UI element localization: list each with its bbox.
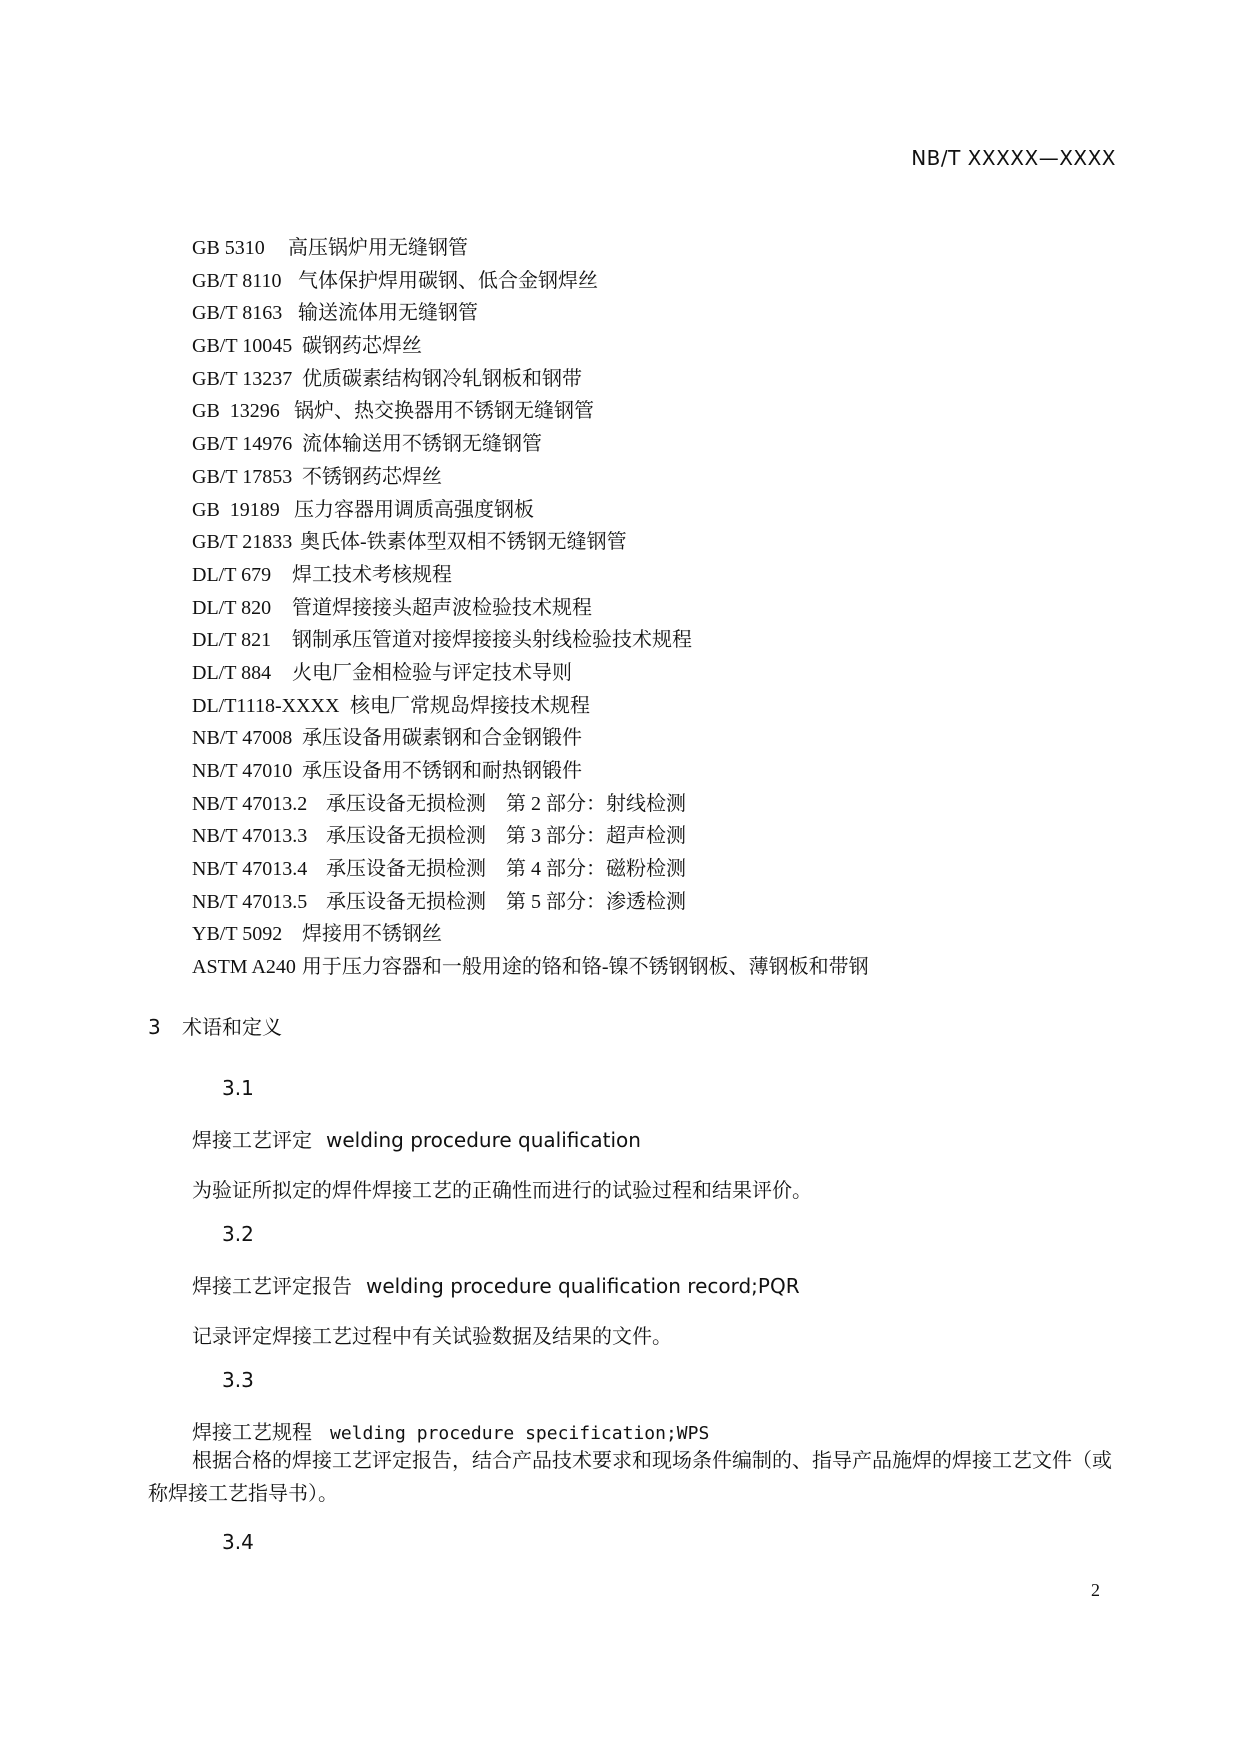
term-title-cn: 焊接工艺规程 <box>192 1420 312 1444</box>
reference-title: 焊接用不锈钢丝 <box>302 923 442 946</box>
reference-code: NB/T 47013.3 <box>192 825 308 848</box>
term-definition: 为验证所拟定的焊件焊接工艺的正确性而进行的试验过程和结果评价。 <box>192 1180 812 1202</box>
reference-code: DL/T 821 <box>192 629 272 652</box>
reference-title: 火电厂金相检验与评定技术导则 <box>292 661 572 684</box>
reference-item <box>192 297 869 330</box>
reference-item <box>192 461 869 494</box>
reference-code: NB/T 47010 <box>192 760 293 782</box>
term-title-en: welding procedure qualification <box>326 1128 641 1152</box>
reference-item <box>192 494 869 527</box>
reference-code: GB 13296 <box>192 400 280 423</box>
reference-item <box>192 330 869 363</box>
term-definition: 根据合格的焊接工艺评定报告，结合产品技术要求和现场条件编制的、指导产品施焊的焊接工艺文件（或称焊接工艺指导书）。 <box>148 1450 1112 1505</box>
reference-code: GB/T 10045 <box>192 335 293 358</box>
reference-item <box>192 657 869 690</box>
reference-item <box>192 690 869 723</box>
reference-code: GB 19189 <box>192 498 280 521</box>
reference-title: 承压设备无损检测 第 5 部分：渗透检测 <box>326 890 686 913</box>
reference-title: 压力容器用调质高强度钢板 <box>294 498 534 521</box>
reference-title: 焊工技术考核规程 <box>292 563 452 586</box>
reference-title: 奥氏体-铁素体型双相不锈钢无缝钢管 <box>300 531 627 554</box>
section-number: 3 <box>148 1015 161 1039</box>
reference-code: NB/T 47013.5 <box>192 890 308 913</box>
reference-title: 用于压力容器和一般用途的铬和铬-镍不锈钢钢板、薄钢板和带钢 <box>301 956 869 979</box>
reference-title: 承压设备无损检测 第 3 部分：超声检测 <box>326 825 686 848</box>
reference-code: NB/T 47013.4 <box>192 858 308 881</box>
reference-title: 承压设备无损检测 第 2 部分：射线检测 <box>326 792 686 815</box>
normative-references-list <box>192 232 869 984</box>
reference-code: DL/T1118-XXXX <box>192 694 340 717</box>
reference-item <box>192 918 869 951</box>
term-definition: 记录评定焊接工艺过程中有关试验数据及结果的文件。 <box>192 1326 672 1348</box>
reference-item <box>192 886 869 919</box>
reference-code: NB/T 47013.2 <box>192 792 308 815</box>
reference-title: 输送流体用无缝钢管 <box>298 302 478 325</box>
term-title <box>192 1270 800 1299</box>
reference-title: 承压设备用碳素钢和合金钢锻件 <box>302 727 582 750</box>
term-number: 3.3 <box>222 1368 254 1392</box>
reference-code: GB/T 14976 <box>192 433 293 456</box>
term-number: 3.2 <box>222 1222 254 1246</box>
reference-title: 优质碳素结构钢冷轧钢板和钢带 <box>302 367 582 390</box>
reference-item <box>192 526 869 559</box>
reference-item <box>192 428 869 461</box>
section-heading <box>148 1011 282 1040</box>
reference-item <box>192 853 869 886</box>
reference-item <box>192 624 869 657</box>
reference-title: 承压设备用不锈钢和耐热钢锻件 <box>302 760 582 782</box>
reference-item <box>192 559 869 592</box>
reference-code: NB/T 47008 <box>192 727 293 750</box>
reference-item <box>192 363 869 396</box>
term-title <box>192 1416 709 1445</box>
reference-title: 承压设备无损检测 第 4 部分：磁粉检测 <box>326 858 686 881</box>
reference-item <box>192 788 869 821</box>
reference-code: YB/T 5092 <box>192 923 283 946</box>
reference-item <box>192 592 869 625</box>
term-title-en: welding procedure specification;WPS <box>330 1423 710 1444</box>
reference-code: DL/T 820 <box>192 596 272 619</box>
reference-code: GB/T 21833 <box>192 531 293 554</box>
reference-code: GB/T 17853 <box>192 465 293 488</box>
reference-item <box>192 232 869 265</box>
term-title-cn: 焊接工艺评定 <box>192 1128 312 1152</box>
reference-title: 不锈钢药芯焊丝 <box>302 465 442 488</box>
reference-code: ASTM A240 <box>192 956 296 979</box>
page-number: 2 <box>1091 1580 1100 1600</box>
reference-title: 锅炉、热交换器用不锈钢无缝钢管 <box>294 400 594 423</box>
reference-item <box>192 265 869 298</box>
reference-item <box>192 755 869 788</box>
reference-code: GB/T 8163 <box>192 302 283 325</box>
reference-title: 管道焊接接头超声波检验技术规程 <box>292 596 592 619</box>
reference-title: 钢制承压管道对接焊接接头射线检验技术规程 <box>292 629 692 652</box>
term-number: 3.4 <box>222 1530 254 1554</box>
reference-item <box>192 395 869 428</box>
term-number: 3.1 <box>222 1076 254 1100</box>
reference-code: DL/T 679 <box>192 563 272 586</box>
term-title-cn: 焊接工艺评定报告 <box>192 1274 352 1298</box>
reference-title: 气体保护焊用碳钢、低合金钢焊丝 <box>298 269 598 292</box>
section-title: 术语和定义 <box>182 1015 282 1039</box>
reference-code: GB/T 13237 <box>192 367 293 390</box>
page-header-code: NB/T XXXXX—XXXX <box>911 146 1116 170</box>
term-title <box>192 1124 641 1153</box>
reference-title: 流体输送用不锈钢无缝钢管 <box>302 433 542 456</box>
reference-item <box>192 722 869 755</box>
reference-code: GB 5310 <box>192 237 265 259</box>
reference-code: GB/T 8110 <box>192 269 282 292</box>
reference-title: 碳钢药芯焊丝 <box>302 335 422 358</box>
term-title-en: welding procedure qualification record;PQR <box>366 1274 800 1298</box>
reference-code: DL/T 884 <box>192 661 272 684</box>
reference-item <box>192 820 869 853</box>
reference-title: 核电厂常规岛焊接技术规程 <box>350 694 590 717</box>
reference-title: 高压锅炉用无缝钢管 <box>288 237 468 259</box>
reference-item <box>192 951 869 984</box>
